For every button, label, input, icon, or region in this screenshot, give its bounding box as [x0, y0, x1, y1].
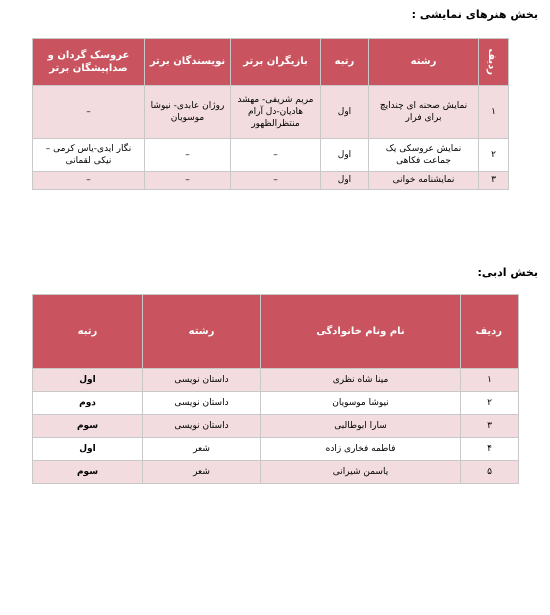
header-row-number: ردیف: [461, 295, 519, 369]
cell-field: داستان نویسی: [143, 392, 261, 415]
table-header-row: [33, 39, 509, 86]
header-rank: رتبه: [321, 39, 369, 86]
cell-writers: روژان عابدی- نیوشا موسویان: [145, 86, 231, 139]
performing-arts-table: [32, 38, 509, 190]
table-row: [33, 172, 509, 190]
cell-rank: سوم: [33, 415, 143, 438]
cell-rank: اول: [33, 369, 143, 392]
cell-field: نمایش صحنه ای چندایچ برای فرار: [369, 86, 479, 139]
cell-rank: اول: [33, 438, 143, 461]
cell-actors: –: [231, 172, 321, 190]
table-row: [33, 139, 509, 172]
cell-row-number: ۴: [461, 438, 519, 461]
cell-row-number: ۵: [461, 461, 519, 484]
cell-rank: اول: [321, 172, 369, 190]
table-row: [33, 392, 519, 415]
header-rank: رتبه: [33, 295, 143, 369]
section-title-literary: بخش ادبی:: [477, 266, 538, 279]
cell-puppeteers: نگار ایدی-یاس کرمی – نیکی لقمانی: [33, 139, 145, 172]
cell-row-number: ۲: [479, 139, 509, 172]
cell-row-number: ۳: [479, 172, 509, 190]
cell-name: نیوشا موسویان: [261, 392, 461, 415]
cell-field: داستان نویسی: [143, 369, 261, 392]
cell-puppeteers: –: [33, 86, 145, 139]
cell-field: شعر: [143, 461, 261, 484]
cell-actors: –: [231, 139, 321, 172]
cell-field: نمایشنامه خوانی: [369, 172, 479, 190]
header-top-writers: نویسندگان برتر: [145, 39, 231, 86]
cell-rank: اول: [321, 86, 369, 139]
cell-rank: اول: [321, 139, 369, 172]
cell-name: مینا شاه نظری: [261, 369, 461, 392]
table-row: [33, 461, 519, 484]
cell-writers: –: [145, 139, 231, 172]
header-name: نام ونام خانوادگی: [261, 295, 461, 369]
cell-row-number: ۱: [461, 369, 519, 392]
header-top-puppeteers: عروسک گردان و صداپیشگان برتر: [33, 39, 145, 86]
table-row: [33, 369, 519, 392]
cell-field: شعر: [143, 438, 261, 461]
header-top-actors: بازیگران برتر: [231, 39, 321, 86]
table-row: [33, 438, 519, 461]
cell-row-number: ۳: [461, 415, 519, 438]
literary-table: [32, 294, 519, 484]
header-field: رشته: [143, 295, 261, 369]
cell-name: سارا ابوطالبی: [261, 415, 461, 438]
cell-rank: سوم: [33, 461, 143, 484]
cell-name: فاطمه فخاری زاده: [261, 438, 461, 461]
cell-field: داستان نویسی: [143, 415, 261, 438]
cell-field: نمایش عروسکی یک جماعت فکاهی: [369, 139, 479, 172]
section-title-performing-arts: بخش هنرهای نمایشی :: [411, 8, 538, 21]
cell-name: یاسمن شیرانی: [261, 461, 461, 484]
cell-row-number: ۱: [479, 86, 509, 139]
cell-rank: دوم: [33, 392, 143, 415]
table-row: [33, 415, 519, 438]
table-header-row: [33, 295, 519, 369]
table-row: [33, 86, 509, 139]
cell-writers: –: [145, 172, 231, 190]
cell-row-number: ۲: [461, 392, 519, 415]
header-field: رشته: [369, 39, 479, 86]
cell-actors: مریم شریفی- مهشد هادیان-دل آرام منتظرالظهور: [231, 86, 321, 139]
header-row-number: ردیف: [479, 39, 509, 86]
cell-puppeteers: –: [33, 172, 145, 190]
